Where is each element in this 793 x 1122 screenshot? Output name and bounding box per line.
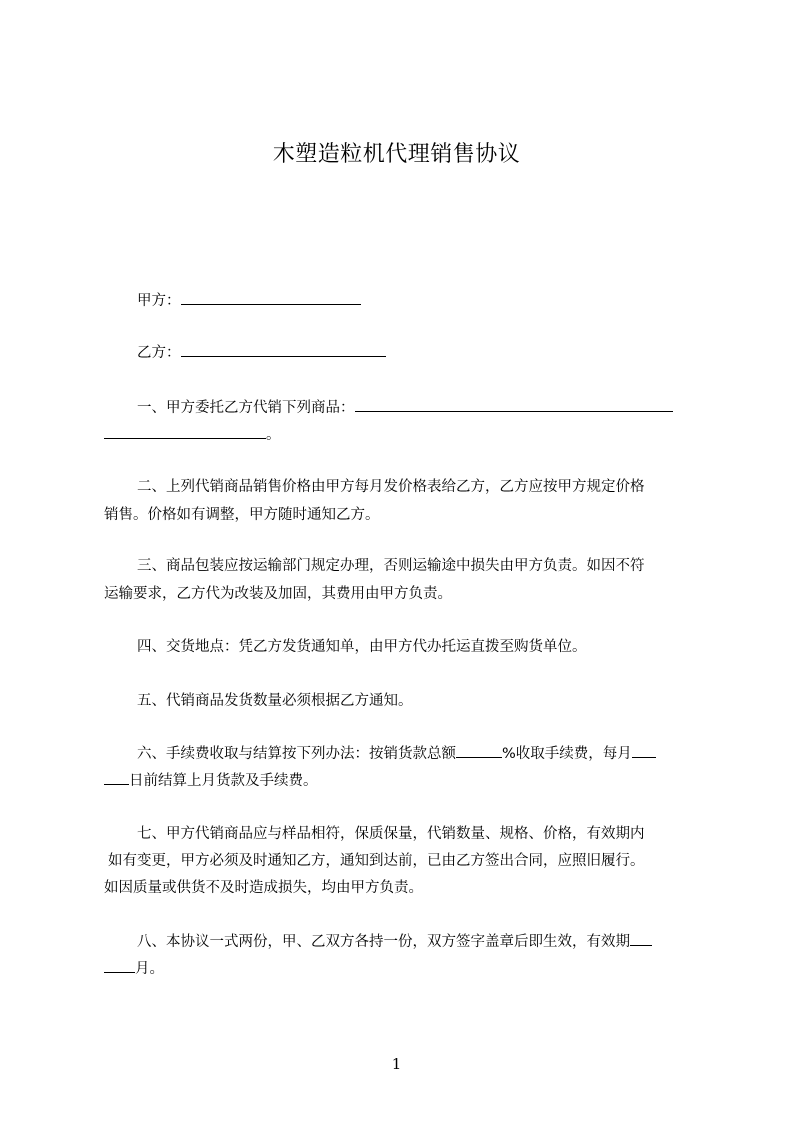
clause-1-blank-1 [355, 394, 673, 412]
clause-8-blank-2 [104, 955, 135, 973]
clause-6-blank-3 [104, 767, 129, 785]
clause-1-end: 。 [266, 427, 281, 443]
party-b-line [137, 336, 737, 370]
clause-6-line-2 [104, 764, 704, 798]
clause-1-blank-2 [104, 421, 266, 439]
clause-5-line-1: 五、代销商品发货数量必须根据乙方通知。 [137, 693, 413, 709]
party-a-label: 甲方： [137, 293, 181, 309]
clause-4-line-1: 四、交货地点：凭乙方发货通知单，由甲方代办托运直拨至购货单位。 [137, 639, 587, 655]
clause-8-text-1: 八、本协议一式两份，甲、乙双方各持一份，双方签字盖章后即生效，有效期 [137, 934, 630, 950]
party-b-label: 乙方： [137, 345, 181, 361]
clause-6-text-1: 六、手续费收取与结算按下列办法：按销货款总额 [137, 746, 456, 762]
clause-2-line-1: 二、上列代销商品销售价格由甲方每月发价格表给乙方，乙方应按甲方规定价格 [137, 479, 645, 495]
clause-8-line-2 [104, 952, 704, 986]
party-b-blank [181, 339, 386, 357]
clause-7-line-2: 如有变更，甲方必须及时通知乙方，通知到达前，已由乙方签出合同，应照旧履行。 [108, 853, 645, 869]
clause-3-line-2: 运输要求，乙方代为改装及加固，其费用由甲方负责。 [104, 586, 452, 602]
clause-3-line-1: 三、商品包装应按运输部门规定办理，否则运输途中损失由甲方负责。如因不符 [137, 558, 645, 574]
clause-8-text-2: 月。 [135, 961, 164, 977]
clause-1-text: 一、甲方委托乙方代销下列商品： [137, 400, 355, 416]
clause-8-blank-1 [630, 928, 652, 946]
party-a-blank [181, 287, 361, 305]
clause-6-blank-2 [632, 740, 656, 758]
document-title: 木塑造粒机代理销售协议 [272, 142, 521, 167]
clause-7-line-1: 七、甲方代销商品应与样品相符，保质保量，代销数量、规格、价格，有效期内 [137, 826, 645, 842]
clause-2-line-2: 销售。价格如有调整，甲方随时通知乙方。 [104, 507, 380, 523]
page-number: 1 [391, 1055, 402, 1073]
party-a-line [137, 284, 737, 318]
clause-6-blank-1 [456, 740, 502, 758]
clause-1-line-2 [104, 418, 704, 452]
clause-6-text-3: 日前结算上月货款及手续费。 [129, 773, 318, 789]
clause-6-text-2: %收取手续费，每月 [502, 746, 632, 762]
clause-7-line-3: 如因质量或供货不及时造成损失，均由甲方负责。 [104, 880, 423, 896]
